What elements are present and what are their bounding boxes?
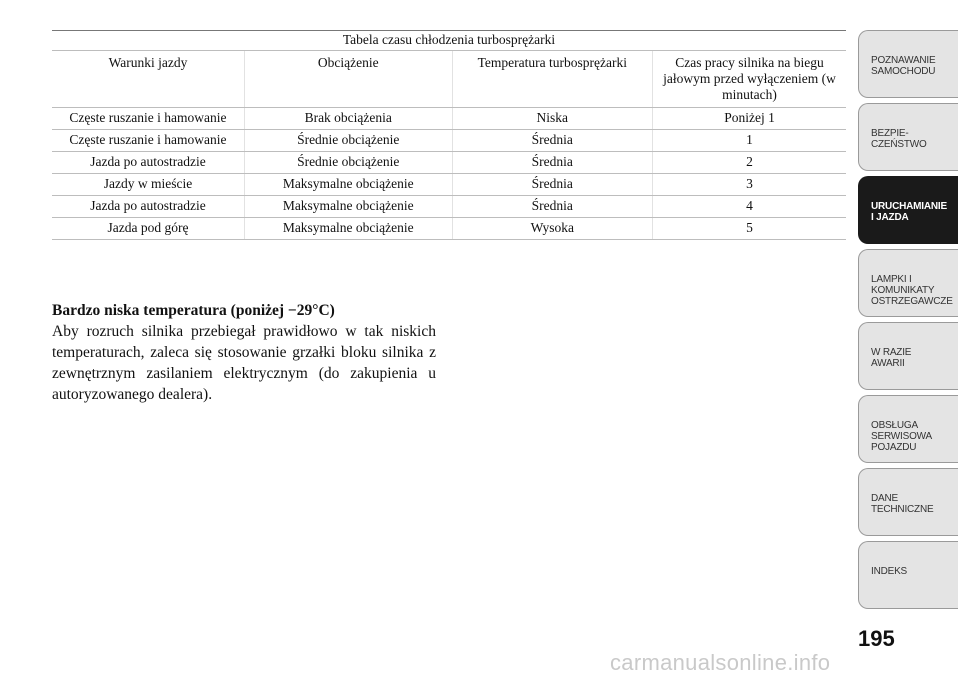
cell-load: Brak obciążenia <box>244 108 452 130</box>
section-body: Aby rozruch silnika przebiegał prawidłowo w tak niskich temperaturach, zaleca się stosowanie grzałki bloku silnika z zewnętrznym zasilaniem elektrycznym (do zakupienia u autoryzowanego dealera). <box>52 323 436 403</box>
tab-w-razie-awarii[interactable]: W RAZIE AWARII <box>858 322 958 390</box>
cell-load: Maksymalne obciążenie <box>244 174 452 196</box>
table-caption: Tabela czasu chłodzenia turbosprężarki <box>52 30 846 51</box>
tab-dane-techniczne[interactable]: DANE TECHNICZNE <box>858 468 958 536</box>
table-row <box>52 174 846 196</box>
cooling-table-container <box>52 30 846 240</box>
header-turbo-temperature: Temperatura turbosprężarki <box>452 51 653 108</box>
cell-load: Średnie obciążenie <box>244 130 452 152</box>
table-row <box>52 218 846 240</box>
table-row <box>52 196 846 218</box>
cell-driving-conditions: Częste ruszanie i hamowanie <box>52 130 244 152</box>
cell-idle-time: 3 <box>653 174 846 196</box>
low-temperature-section <box>52 300 436 405</box>
cell-driving-conditions: Jazda po autostradzie <box>52 152 244 174</box>
page-number: 195 <box>858 626 895 651</box>
cell-turbo-temperature: Niska <box>452 108 653 130</box>
turbo-cooling-table <box>52 30 846 240</box>
cell-turbo-temperature: Wysoka <box>452 218 653 240</box>
cell-idle-time: 5 <box>653 218 846 240</box>
tab-uruchamianie[interactable]: URUCHAMIANIE I JAZDA <box>858 176 958 244</box>
header-driving-conditions: Warunki jazdy <box>52 51 244 108</box>
watermark: carmanualsonline.info <box>610 650 831 675</box>
cell-driving-conditions: Jazda pod górę <box>52 218 244 240</box>
cell-load: Maksymalne obciążenie <box>244 218 452 240</box>
cell-turbo-temperature: Średnia <box>452 196 653 218</box>
header-load: Obciążenie <box>244 51 452 108</box>
cell-driving-conditions: Jazdy w mieście <box>52 174 244 196</box>
table-row <box>52 152 846 174</box>
cell-turbo-temperature: Średnia <box>452 130 653 152</box>
table-row <box>52 108 846 130</box>
tab-obsluga[interactable]: OBSŁUGA SERWISOWA POJAZDU <box>858 395 958 463</box>
tab-poznawanie[interactable]: POZNAWANIE SAMOCHODU <box>858 30 958 98</box>
cell-driving-conditions: Częste ruszanie i hamowanie <box>52 108 244 130</box>
cell-idle-time: 1 <box>653 130 846 152</box>
cell-driving-conditions: Jazda po autostradzie <box>52 196 244 218</box>
table-header-row <box>52 51 846 108</box>
cell-idle-time: Poniżej 1 <box>653 108 846 130</box>
cell-turbo-temperature: Średnia <box>452 174 653 196</box>
tab-indeks[interactable]: INDEKS <box>858 541 958 609</box>
tab-lampki[interactable]: LAMPKI I KOMUNIKATY OSTRZEGAWCZE <box>858 249 958 317</box>
tab-bezpieczenstwo[interactable]: BEZPIE- CZEŃSTWO <box>858 103 958 171</box>
cell-load: Maksymalne obciążenie <box>244 196 452 218</box>
table-row <box>52 130 846 152</box>
cell-idle-time: 2 <box>653 152 846 174</box>
cell-turbo-temperature: Średnia <box>452 152 653 174</box>
cell-idle-time: 4 <box>653 196 846 218</box>
cell-load: Średnie obciążenie <box>244 152 452 174</box>
header-idle-time: Czas pracy silnika na biegu jałowym przed wyłączeniem (w minutach) <box>653 51 846 108</box>
section-heading: Bardzo niska temperatura (poniżej −29°C) <box>52 302 335 319</box>
